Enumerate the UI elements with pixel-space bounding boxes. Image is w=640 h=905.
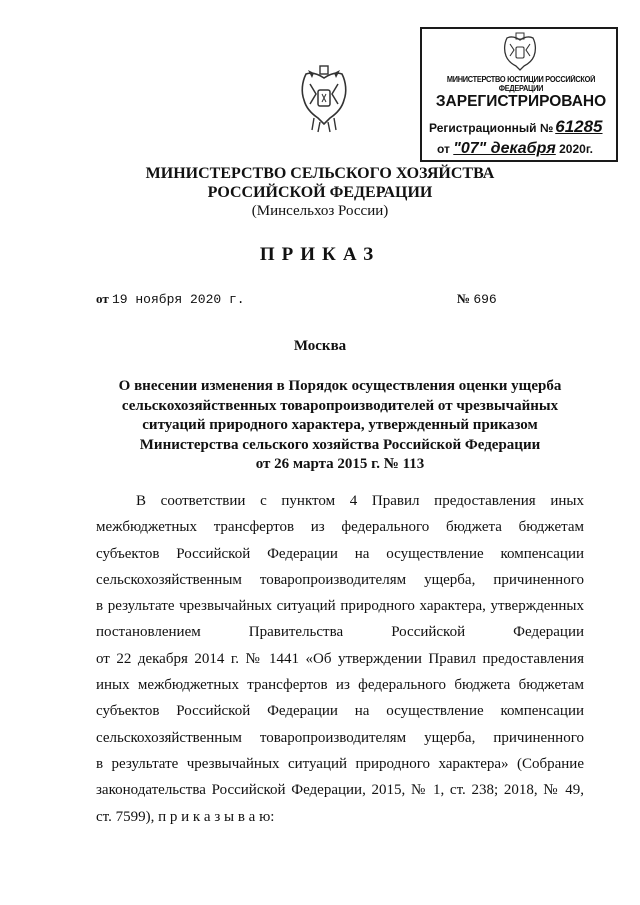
subject-line: Министерства сельского хозяйства Российской Федерации xyxy=(139,436,541,453)
body-line: В соответствии с пунктом 4 Правил предоставления иных xyxy=(136,493,584,509)
body-line: сельскохозяйственным товаропроизводителям ущерба, причиненного xyxy=(96,729,584,746)
body-line: межбюджетных трансфертов из федерального бюджета бюджетам xyxy=(96,519,584,536)
body-line: иных межбюджетных трансфертов из федерального бюджета бюджетам xyxy=(96,677,584,694)
stamp-registration-number xyxy=(429,117,603,137)
order-body-text xyxy=(96,488,584,830)
ministry-short-name: (Минсельхоз России) xyxy=(251,203,389,219)
registration-stamp xyxy=(420,27,618,162)
stamp-date-year: 2020г. xyxy=(559,142,593,156)
order-number xyxy=(457,291,497,307)
body-line: от 22 декабря 2014 г. № 1441 «Об утверждении Правил предоставления xyxy=(96,650,584,667)
subject-line: О внесении изменения в Порядок осуществления оценки ущерба xyxy=(118,378,562,394)
stamp-coat-of-arms-icon xyxy=(502,32,538,72)
order-number-label: № xyxy=(457,291,471,306)
subject-line: от 26 марта 2015 г. № 113 xyxy=(255,456,425,472)
stamp-ministry-name: МИНИСТЕРСТВО ЮСТИЦИИ РОССИЙСКОЙ ФЕДЕРАЦИИ xyxy=(446,75,596,93)
ministry-name-line2: РОССИЙСКОЙ ФЕДЕРАЦИИ xyxy=(207,184,433,201)
order-subject xyxy=(96,377,584,475)
body-line: постановлением Правительства Российской Федерации xyxy=(96,624,584,641)
order-date xyxy=(96,291,245,307)
ministry-name-line1: МИНИСТЕРСТВО СЕЛЬСКОГО ХОЗЯЙСТВА xyxy=(145,165,495,182)
stamp-status: ЗАРЕГИСТРИРОВАНО xyxy=(435,93,607,110)
body-line: субъектов Российской Федерации на осуществление компенсации xyxy=(96,545,584,562)
stamp-reg-number: 61285 xyxy=(555,117,603,136)
body-line: субъектов Российской Федерации на осуществление компенсации xyxy=(96,703,584,720)
subject-line: ситуаций природного характера, утвержденный приказом xyxy=(142,417,538,433)
body-line: в результате чрезвычайных ситуаций природного характера, утвержденных xyxy=(96,598,584,615)
document-type-title: ПРИКАЗ xyxy=(259,244,381,265)
order-date-label: от xyxy=(96,291,109,306)
stamp-registration-date xyxy=(437,140,593,158)
subject-line: сельскохозяйственных товаропроизводителей от чрезвычайных xyxy=(121,397,559,414)
order-date-value: 19 ноября 2020 г. xyxy=(111,292,245,307)
stamp-date-prefix: от xyxy=(437,142,450,156)
body-line: в результате чрезвычайных ситуаций природного характера» (Собрание xyxy=(96,755,584,772)
body-line: сельскохозяйственным товаропроизводителям ущерба, причиненного xyxy=(96,571,584,588)
issue-city: Москва xyxy=(293,338,347,354)
stamp-date-handwritten: "07" декабря xyxy=(453,140,556,157)
body-line: ст. 7599), п р и к а з ы в а ю: xyxy=(96,808,275,825)
stamp-reg-label: Регистрационный № xyxy=(429,121,554,135)
coat-of-arms-icon xyxy=(298,64,350,136)
order-number-value: 696 xyxy=(473,292,497,307)
body-line: законодательства Российской Федерации, 2015, № 1, ст. 238; 2018, № 49, xyxy=(96,782,584,799)
